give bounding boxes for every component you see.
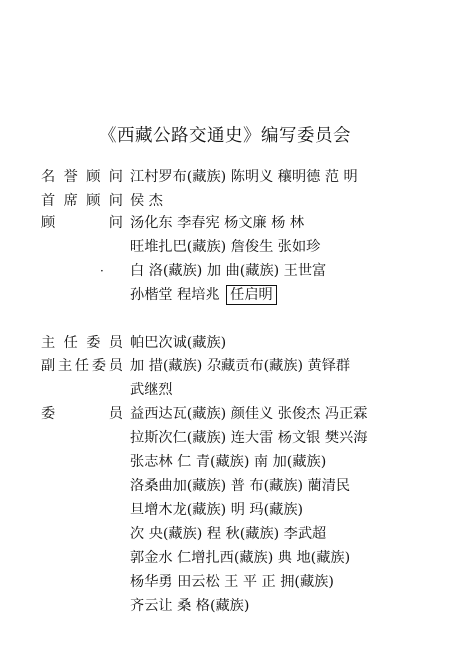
chief-advisor-label: 首席顾问 xyxy=(41,193,123,209)
honorary-advisor-label: 名誉顾问 xyxy=(41,169,123,185)
boxed-name: 任启明 xyxy=(226,285,277,305)
director-row xyxy=(0,331,450,355)
members-row xyxy=(0,594,450,618)
members-row xyxy=(0,522,450,546)
deputy-director-names-line: 武继烈 xyxy=(130,382,173,398)
advisor-names-line: 旺堆扎巴(藏族) 詹俊生 张如珍 xyxy=(130,239,321,255)
members-row xyxy=(0,402,450,426)
deputy-director-label: 副主任委员 xyxy=(41,358,123,374)
members-names-line: 洛桑曲加(藏族) 普 布(藏族) 藺清民 xyxy=(130,478,351,494)
members-names-line: 杨华勇 田云松 王 平 正 拥(藏族) xyxy=(130,574,334,590)
advisor-names-line xyxy=(130,283,277,307)
members-row xyxy=(0,426,450,450)
members-names-line: 益西达瓦(藏族) 颜佳义 张俊杰 冯正霖 xyxy=(130,406,368,422)
honorary-advisor-names: 江村罗布(藏族) 陈明义 穰明德 范 明 xyxy=(130,169,358,185)
members-names-line: 次 央(藏族) 程 秋(藏族) 李武超 xyxy=(130,526,327,542)
advisor-names-line: 汤化东 李春宪 杨文廉 杨 林 xyxy=(130,215,305,231)
advisor-row xyxy=(0,211,450,235)
honorary-advisor-row xyxy=(0,165,450,189)
director-names: 帕巴次诚(藏族) xyxy=(130,335,227,351)
director-label: 主任委员 xyxy=(41,335,123,351)
members-row xyxy=(0,570,450,594)
page-title: 《西藏公路交通史》编写委员会 xyxy=(99,126,351,146)
stray-dot-mark: · xyxy=(100,264,104,278)
members-names-line: 张志林 仁 青(藏族) 南 加(藏族) xyxy=(130,454,327,470)
members-row xyxy=(0,450,450,474)
members-names-line: 齐云让 桑 格(藏族) xyxy=(130,598,250,614)
members-names-line: 拉斯次仁(藏族) 连大雷 杨文银 樊兴海 xyxy=(130,430,368,446)
advisor-names-line: 白 洛(藏族) 加 曲(藏族) 王世富 xyxy=(130,263,327,279)
deputy-director-row xyxy=(0,378,450,402)
members-row xyxy=(0,498,450,522)
advisor-row xyxy=(0,235,450,259)
members-names-line: 郭金水 仁增扎西(藏族) 典 地(藏族) xyxy=(130,550,351,566)
chief-advisor-row xyxy=(0,189,450,213)
advisor-row xyxy=(0,283,450,307)
deputy-director-row xyxy=(0,354,450,378)
advisor-label: 顾 问 xyxy=(41,215,123,231)
advisor-names-text: 孙楷堂 程培兆 xyxy=(130,287,220,303)
members-row xyxy=(0,546,450,570)
members-label: 委 员 xyxy=(41,406,123,422)
members-names-line: 旦增木龙(藏族) 明 玛(藏族) xyxy=(130,502,304,518)
chief-advisor-names: 侯 杰 xyxy=(130,193,163,209)
deputy-director-names-line: 加 措(藏族) 尕藏贡布(藏族) 黄铎群 xyxy=(130,358,351,374)
members-row xyxy=(0,474,450,498)
advisor-row xyxy=(0,259,450,283)
